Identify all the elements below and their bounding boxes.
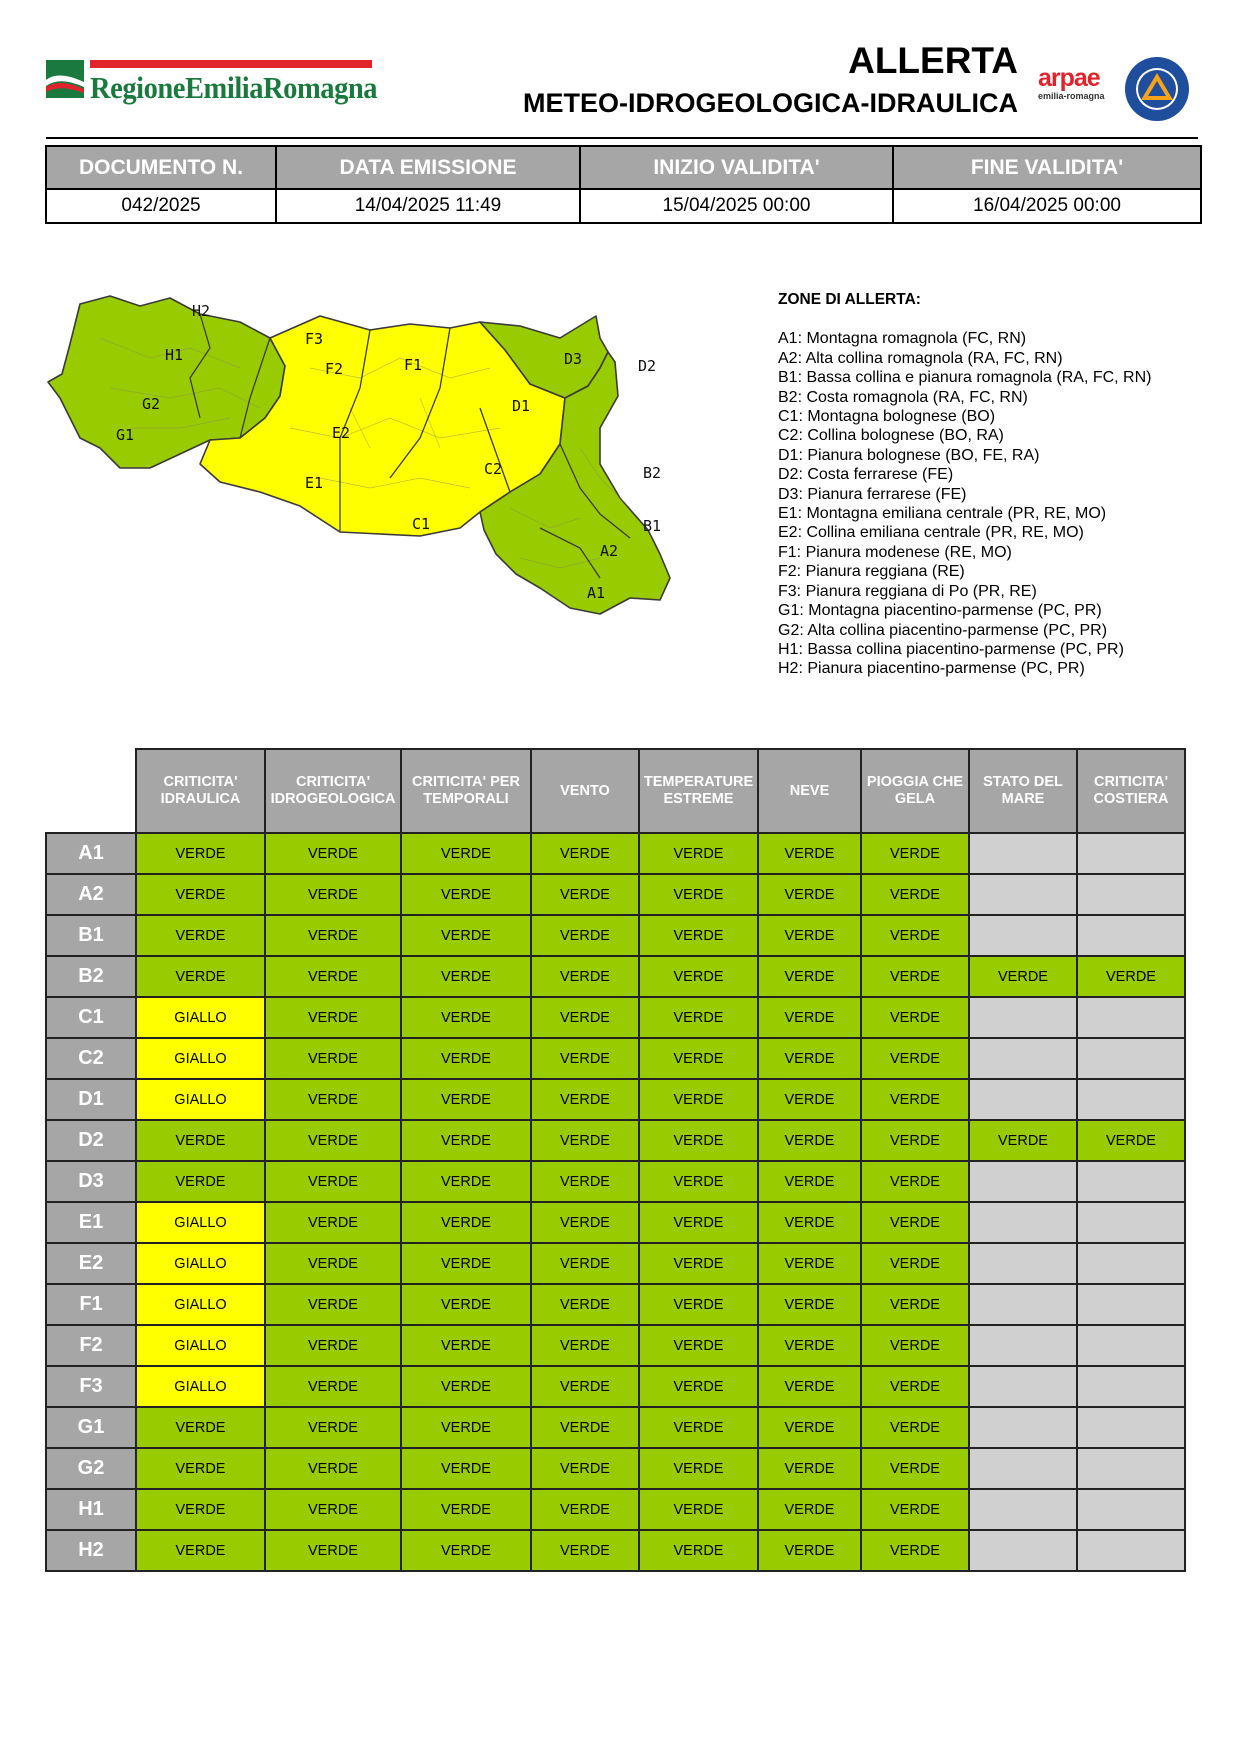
map-label-d2: D2 [638, 357, 657, 375]
doc-issue-date: 14/04/2025 11:49 [276, 189, 580, 223]
document-info-table [45, 145, 1202, 224]
zone-code: E1 [46, 1202, 136, 1243]
zone-code: F1 [46, 1284, 136, 1325]
alert-level-cell: VERDE [265, 956, 401, 997]
alert-level-cell: VERDE [531, 1079, 639, 1120]
alert-level-cell: VERDE [1077, 956, 1185, 997]
map-label-e2: E2 [332, 424, 351, 442]
not-applicable-cell [969, 1325, 1077, 1366]
table-corner [46, 749, 136, 833]
not-applicable-cell [969, 1284, 1077, 1325]
not-applicable-cell [1077, 1079, 1185, 1120]
alert-level-cell: VERDE [136, 1120, 265, 1161]
alert-level-cell: VERDE [758, 1202, 861, 1243]
alert-level-cell: VERDE [401, 997, 531, 1038]
map-label-h2: H2 [192, 302, 211, 320]
not-applicable-cell [1077, 997, 1185, 1038]
zone-code: H2 [46, 1530, 136, 1571]
not-applicable-cell [969, 1448, 1077, 1489]
zone-code: G2 [46, 1448, 136, 1489]
alert-level-cell: VERDE [639, 1448, 758, 1489]
alert-level-cell: VERDE [639, 1079, 758, 1120]
alert-level-cell: VERDE [531, 874, 639, 915]
alert-level-cell: VERDE [531, 1407, 639, 1448]
zone-legend-item: F3: Pianura reggiana di Po (PR, RE) [778, 582, 1037, 600]
not-applicable-cell [1077, 833, 1185, 874]
alert-level-cell: VERDE [136, 956, 265, 997]
table-row [46, 1530, 1185, 1571]
alert-level-cell: VERDE [531, 915, 639, 956]
not-applicable-cell [969, 997, 1077, 1038]
not-applicable-cell [969, 1243, 1077, 1284]
table-row [46, 1448, 1185, 1489]
not-applicable-cell [1077, 1366, 1185, 1407]
doc-header-issue-date: DATA EMISSIONE [276, 146, 580, 189]
table-row [46, 1366, 1185, 1407]
not-applicable-cell [1077, 1448, 1185, 1489]
zone-legend-item: D1: Pianura bolognese (BO, FE, RA) [778, 446, 1040, 464]
alert-level-cell: GIALLO [136, 1325, 265, 1366]
alert-level-cell: GIALLO [136, 997, 265, 1038]
alert-level-cell: VERDE [969, 956, 1077, 997]
alert-level-cell: VERDE [861, 1489, 969, 1530]
column-header [969, 749, 1077, 833]
alert-level-cell: VERDE [265, 997, 401, 1038]
zone-legend [778, 290, 1152, 679]
alert-level-cell: VERDE [639, 1325, 758, 1366]
alert-level-cell: VERDE [639, 1161, 758, 1202]
column-header-line: IDRAULICA [160, 791, 241, 807]
not-applicable-cell [1077, 1325, 1185, 1366]
alert-level-cell: VERDE [639, 1489, 758, 1530]
alert-level-cell: VERDE [758, 1038, 861, 1079]
zone-code: D3 [46, 1161, 136, 1202]
alert-level-cell: VERDE [401, 915, 531, 956]
region-logo-red-bar [90, 60, 372, 68]
zone-code: B1 [46, 915, 136, 956]
alert-level-cell: VERDE [861, 1161, 969, 1202]
page-title: ALLERTA [848, 40, 1018, 81]
alert-level-cell: VERDE [639, 1366, 758, 1407]
alert-level-cell: VERDE [861, 1325, 969, 1366]
alert-level-cell: VERDE [861, 1366, 969, 1407]
table-row [46, 1243, 1185, 1284]
alert-level-cell: VERDE [758, 1489, 861, 1530]
alert-level-cell: VERDE [758, 1366, 861, 1407]
alert-level-cell: VERDE [531, 1448, 639, 1489]
column-header [136, 749, 265, 833]
alert-level-cell: VERDE [531, 956, 639, 997]
zone-legend-item: C1: Montagna bolognese (BO) [778, 408, 996, 426]
zone-legend-item: G2: Alta collina piacentino-parmense (PC, PR) [778, 621, 1108, 639]
map-label-f2: F2 [325, 360, 344, 378]
table-row [46, 1407, 1185, 1448]
alert-level-cell: VERDE [861, 956, 969, 997]
alert-level-cell: VERDE [136, 1530, 265, 1571]
emilia-romagna-map [40, 278, 740, 718]
alert-level-cell: VERDE [531, 1530, 639, 1571]
civil-protection-seal-icon [1124, 56, 1190, 122]
alert-level-cell: VERDE [531, 1243, 639, 1284]
alert-level-cell: VERDE [861, 997, 969, 1038]
alert-level-cell: VERDE [265, 1325, 401, 1366]
map-label-f3: F3 [305, 330, 324, 348]
alert-level-cell: VERDE [639, 1530, 758, 1571]
alert-level-cell: VERDE [758, 1120, 861, 1161]
not-applicable-cell [969, 1530, 1077, 1571]
zone-code: D2 [46, 1120, 136, 1161]
alert-level-cell: VERDE [758, 1079, 861, 1120]
alert-level-cell: VERDE [531, 1161, 639, 1202]
alert-level-cell: GIALLO [136, 1038, 265, 1079]
table-row [46, 1202, 1185, 1243]
alert-level-cell: VERDE [136, 833, 265, 874]
region-logo-text: RegioneEmiliaRomagna [90, 70, 378, 105]
alert-level-cell: VERDE [758, 1284, 861, 1325]
zone-legend-list [778, 329, 1152, 678]
alert-level-cell: VERDE [401, 1120, 531, 1161]
alert-level-cell: VERDE [531, 997, 639, 1038]
alert-level-cell: VERDE [401, 1366, 531, 1407]
alert-level-cell: VERDE [758, 874, 861, 915]
map-label-a2: A2 [600, 542, 619, 560]
zone-legend-item: B1: Bassa collina e pianura romagnola (RA, FC, RN) [778, 369, 1152, 387]
alert-level-cell: VERDE [758, 1407, 861, 1448]
alert-level-cell: VERDE [969, 1120, 1077, 1161]
table-row [46, 956, 1185, 997]
alert-level-cell: VERDE [639, 1407, 758, 1448]
alert-level-cell: VERDE [861, 1079, 969, 1120]
alert-level-cell: GIALLO [136, 1079, 265, 1120]
map-label-e1: E1 [305, 474, 324, 492]
map-label-h1: H1 [165, 346, 184, 364]
alert-level-cell: VERDE [265, 1530, 401, 1571]
alert-level-cell: VERDE [639, 915, 758, 956]
doc-header-valid-to: FINE VALIDITA' [893, 146, 1201, 189]
alert-level-cell: VERDE [265, 833, 401, 874]
column-header-line: TEMPERATURE [643, 774, 754, 790]
not-applicable-cell [1077, 1407, 1185, 1448]
column-header-line: ESTREME [663, 791, 734, 807]
column-header-line: CRITICITA' [163, 774, 238, 790]
alert-level-cell: GIALLO [136, 1243, 265, 1284]
protezione-civile-logo [1124, 56, 1190, 122]
alert-level-cell: VERDE [531, 833, 639, 874]
not-applicable-cell [1077, 1284, 1185, 1325]
alert-level-cell: VERDE [531, 1284, 639, 1325]
zone-legend-item: F2: Pianura reggiana (RE) [778, 563, 965, 581]
column-header-line: CRITICITA' [295, 774, 371, 790]
table-row [46, 1079, 1185, 1120]
column-header-line: TEMPORALI [423, 791, 509, 807]
alert-level-cell: VERDE [401, 874, 531, 915]
zone-code: B2 [46, 956, 136, 997]
alert-level-cell: VERDE [401, 833, 531, 874]
alert-level-cell: VERDE [401, 1530, 531, 1571]
alert-level-cell: VERDE [265, 874, 401, 915]
zone-code: F3 [46, 1366, 136, 1407]
doc-number: 042/2025 [46, 189, 276, 223]
alert-level-cell: VERDE [758, 1530, 861, 1571]
zone-code: E2 [46, 1243, 136, 1284]
not-applicable-cell [969, 1489, 1077, 1530]
alert-level-cell: GIALLO [136, 1202, 265, 1243]
alert-level-cell: VERDE [758, 1448, 861, 1489]
doc-valid-to: 16/04/2025 00:00 [893, 189, 1201, 223]
not-applicable-cell [969, 874, 1077, 915]
zone-legend-item: E2: Collina emiliana centrale (PR, RE, MO) [778, 524, 1084, 542]
column-header [861, 749, 969, 833]
alert-level-cell: VERDE [401, 1407, 531, 1448]
zone-legend-item: H2: Pianura piacentino-parmense (PC, PR) [778, 660, 1085, 678]
alert-level-cell: VERDE [639, 956, 758, 997]
doc-header-number: DOCUMENTO N. [46, 146, 276, 189]
alert-level-cell: VERDE [265, 1079, 401, 1120]
alert-level-cell: VERDE [861, 1530, 969, 1571]
alert-level-cell: VERDE [861, 874, 969, 915]
column-header-line: GELA [894, 791, 936, 807]
alert-level-cell: VERDE [265, 915, 401, 956]
alert-level-cell: VERDE [136, 1448, 265, 1489]
alert-level-cell: VERDE [265, 1284, 401, 1325]
table-row [46, 1120, 1185, 1161]
alert-level-cell: VERDE [401, 1202, 531, 1243]
alert-level-cell: VERDE [531, 1038, 639, 1079]
alert-level-cell: VERDE [861, 1202, 969, 1243]
zone-legend-title: ZONE DI ALLERTA: [778, 291, 921, 308]
map-label-c1: C1 [412, 515, 431, 533]
not-applicable-cell [1077, 874, 1185, 915]
zone-legend-item: G1: Montagna piacentino-parmense (PC, PR) [778, 602, 1102, 620]
alert-level-cell: VERDE [265, 1161, 401, 1202]
not-applicable-cell [1077, 1489, 1185, 1530]
zone-legend-item: H1: Bassa collina piacentino-parmense (PC, PR) [778, 640, 1124, 658]
not-applicable-cell [1077, 1161, 1185, 1202]
zone-legend-item: A1: Montagna romagnola (FC, RN) [778, 330, 1027, 348]
arpae-logo-mark: arpae [1038, 64, 1100, 92]
alert-level-cell: VERDE [265, 1407, 401, 1448]
alert-level-cell: VERDE [639, 874, 758, 915]
alert-level-cell: VERDE [265, 1120, 401, 1161]
alert-level-cell: VERDE [265, 1489, 401, 1530]
zone-legend-item: F1: Pianura modenese (RE, MO) [778, 543, 1012, 561]
table-row [46, 1161, 1185, 1202]
alert-level-cell: VERDE [531, 1120, 639, 1161]
alert-level-cell: VERDE [136, 874, 265, 915]
zone-code: D1 [46, 1079, 136, 1120]
column-header-line: PIOGGIA CHE [866, 774, 964, 790]
map-label-d1: D1 [512, 397, 531, 415]
column-header [531, 749, 639, 833]
alert-level-cell: VERDE [136, 915, 265, 956]
regione-emilia-romagna-logo [46, 60, 378, 105]
alert-level-cell: GIALLO [136, 1284, 265, 1325]
column-header [758, 749, 861, 833]
zone-legend-item: A2: Alta collina romagnola (RA, FC, RN) [778, 349, 1063, 367]
column-header-line: MARE [1001, 791, 1045, 807]
zone-code: C2 [46, 1038, 136, 1079]
table-row [46, 1489, 1185, 1530]
not-applicable-cell [969, 1407, 1077, 1448]
alert-level-cell: VERDE [265, 1448, 401, 1489]
map-label-a1: A1 [587, 584, 606, 602]
zone-legend-item: B2: Costa romagnola (RA, FC, RN) [778, 388, 1028, 406]
column-header-line: COSTIERA [1093, 791, 1169, 807]
not-applicable-cell [969, 1079, 1077, 1120]
map-label-b1: B1 [643, 517, 662, 535]
map-label-g1: G1 [116, 426, 135, 444]
page-subtitle: METEO-IDROGEOLOGICA-IDRAULICA [523, 88, 1018, 118]
alert-level-cell: VERDE [401, 1079, 531, 1120]
alert-level-cell: VERDE [265, 1038, 401, 1079]
alert-level-cell: VERDE [401, 1243, 531, 1284]
column-header-line: NEVE [789, 782, 830, 799]
alert-level-cell: VERDE [401, 1038, 531, 1079]
zone-legend-item: D3: Pianura ferrarese (FE) [778, 485, 967, 503]
alert-level-cell: GIALLO [136, 1366, 265, 1407]
zone-code: F2 [46, 1325, 136, 1366]
not-applicable-cell [969, 1202, 1077, 1243]
table-row [46, 833, 1185, 874]
alert-level-cell: VERDE [401, 1161, 531, 1202]
column-header-line: CRITICITA' PER [412, 774, 520, 790]
not-applicable-cell [969, 915, 1077, 956]
zone-code: A1 [46, 833, 136, 874]
table-row [46, 1284, 1185, 1325]
table-row [46, 915, 1185, 956]
alert-level-cell: VERDE [861, 1243, 969, 1284]
table-row [46, 1038, 1185, 1079]
alert-level-cell: VERDE [758, 956, 861, 997]
not-applicable-cell [969, 1366, 1077, 1407]
doc-valid-from: 15/04/2025 00:00 [580, 189, 893, 223]
map-label-f1: F1 [404, 356, 423, 374]
table-row [46, 1325, 1185, 1366]
alert-level-cell: VERDE [639, 833, 758, 874]
alert-level-cell: VERDE [861, 1284, 969, 1325]
not-applicable-cell [969, 1161, 1077, 1202]
alert-level-cell: VERDE [861, 1038, 969, 1079]
table-row [46, 874, 1185, 915]
not-applicable-cell [969, 1038, 1077, 1079]
alert-levels-table [45, 748, 1186, 1572]
alert-level-cell: VERDE [758, 1243, 861, 1284]
arpae-logo [1038, 64, 1114, 110]
header-divider [46, 137, 1198, 139]
column-header [639, 749, 758, 833]
alert-level-cell: VERDE [639, 1284, 758, 1325]
column-header-line: VENTO [560, 782, 610, 799]
alert-level-cell: VERDE [758, 1325, 861, 1366]
column-header [1077, 749, 1185, 833]
map-label-b2: B2 [643, 464, 662, 482]
alert-zones-map [40, 278, 740, 718]
alert-level-cell: VERDE [639, 1038, 758, 1079]
not-applicable-cell [1077, 1202, 1185, 1243]
alert-level-cell: VERDE [401, 1489, 531, 1530]
alert-level-cell: VERDE [136, 1489, 265, 1530]
alert-level-cell: VERDE [758, 833, 861, 874]
alert-level-cell: VERDE [401, 1325, 531, 1366]
column-header-line: CRITICITA' [1093, 774, 1169, 790]
not-applicable-cell [1077, 1243, 1185, 1284]
region-flag-icon [46, 60, 84, 98]
doc-header-valid-from: INIZIO VALIDITA' [580, 146, 893, 189]
zone-legend-item: E1: Montagna emiliana centrale (PR, RE, MO) [778, 505, 1107, 523]
alert-level-cell: VERDE [758, 915, 861, 956]
alert-level-cell: VERDE [401, 956, 531, 997]
column-header [265, 749, 401, 833]
alert-level-cell: VERDE [639, 1202, 758, 1243]
alert-level-cell: VERDE [265, 1202, 401, 1243]
column-header-line: IDROGEOLOGICA [270, 791, 396, 807]
not-applicable-cell [1077, 1530, 1185, 1571]
not-applicable-cell [969, 833, 1077, 874]
map-label-d3: D3 [564, 350, 583, 368]
alert-level-cell: VERDE [639, 997, 758, 1038]
alert-level-cell: VERDE [265, 1366, 401, 1407]
map-label-c2: C2 [484, 460, 503, 478]
zone-code: G1 [46, 1407, 136, 1448]
zone-code: H1 [46, 1489, 136, 1530]
alert-level-cell: VERDE [861, 915, 969, 956]
table-row [46, 997, 1185, 1038]
alert-level-cell: VERDE [861, 1448, 969, 1489]
alert-level-cell: VERDE [136, 1407, 265, 1448]
alert-level-cell: VERDE [531, 1325, 639, 1366]
alert-level-cell: VERDE [401, 1284, 531, 1325]
not-applicable-cell [1077, 915, 1185, 956]
zone-code: C1 [46, 997, 136, 1038]
alert-level-cell: VERDE [265, 1243, 401, 1284]
column-header-line: STATO DEL [983, 774, 1063, 790]
alert-level-cell: VERDE [531, 1366, 639, 1407]
alert-level-cell: VERDE [861, 833, 969, 874]
zone-legend-item: C2: Collina bolognese (BO, RA) [778, 427, 1004, 445]
alert-level-cell: VERDE [861, 1407, 969, 1448]
column-header [401, 749, 531, 833]
alert-level-cell: VERDE [401, 1448, 531, 1489]
alert-level-cell: VERDE [531, 1489, 639, 1530]
alert-level-cell: VERDE [639, 1120, 758, 1161]
zone-code: A2 [46, 874, 136, 915]
alert-level-cell: VERDE [531, 1202, 639, 1243]
alert-level-cell: VERDE [758, 1161, 861, 1202]
alert-level-cell: VERDE [136, 1161, 265, 1202]
alert-level-cell: VERDE [1077, 1120, 1185, 1161]
map-label-g2: G2 [142, 395, 161, 413]
alert-level-cell: VERDE [639, 1243, 758, 1284]
zone-legend-item: D2: Costa ferrarese (FE) [778, 466, 954, 484]
alert-level-cell: VERDE [861, 1120, 969, 1161]
arpae-logo-sub: emilia-romagna [1038, 91, 1105, 101]
not-applicable-cell [1077, 1038, 1185, 1079]
alert-level-cell: VERDE [758, 997, 861, 1038]
